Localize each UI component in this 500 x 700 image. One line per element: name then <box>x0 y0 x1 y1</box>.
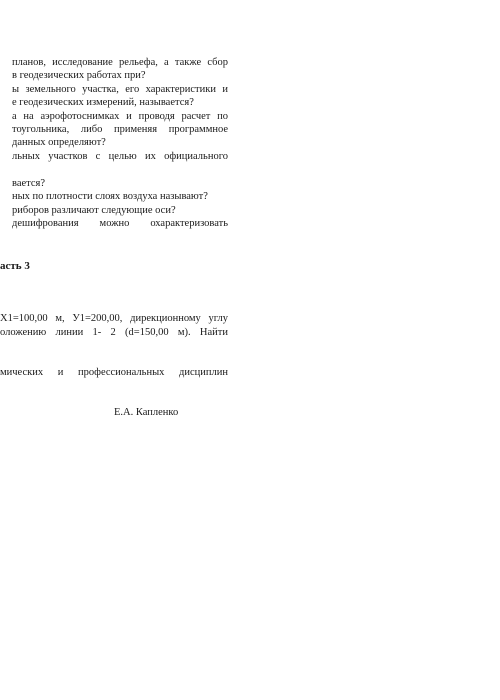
question-line-7: данных определяют? <box>12 137 106 148</box>
signature: Е.А. Капленко <box>114 407 179 418</box>
task-line-2: оложению линии 1- 2 (d=150,00 м). Найти <box>0 327 228 338</box>
question-line-2: в геодезических работах при? <box>12 70 146 81</box>
task-line-1: X1=100,00 м, У1=200,00, дирекционному углу <box>0 313 228 324</box>
question-line-1: планов, исследование рельефа, а также сбор <box>12 57 228 68</box>
question-line-3: ы земельного участка, его характеристики и <box>12 84 228 95</box>
question-line-6: тоугольника, либо применяя программное <box>12 124 228 135</box>
question-line-11: риборов различают следующие оси? <box>12 205 176 216</box>
question-line-8: льных участков с целью их официального <box>12 151 228 162</box>
closing-line: мических и профессиональных дисциплин <box>0 367 228 378</box>
part-heading: асть 3 <box>0 260 30 272</box>
question-line-10: ных по плотности слоях воздуха называют? <box>12 191 208 202</box>
question-line-9: вается? <box>12 178 46 189</box>
question-line-5: а на аэрофотоснимках и проводя расчет по <box>12 111 228 122</box>
question-line-12: дешифрования можно охарактеризовать <box>12 218 228 229</box>
question-line-4: е геодезических измерений, называется? <box>12 97 194 108</box>
